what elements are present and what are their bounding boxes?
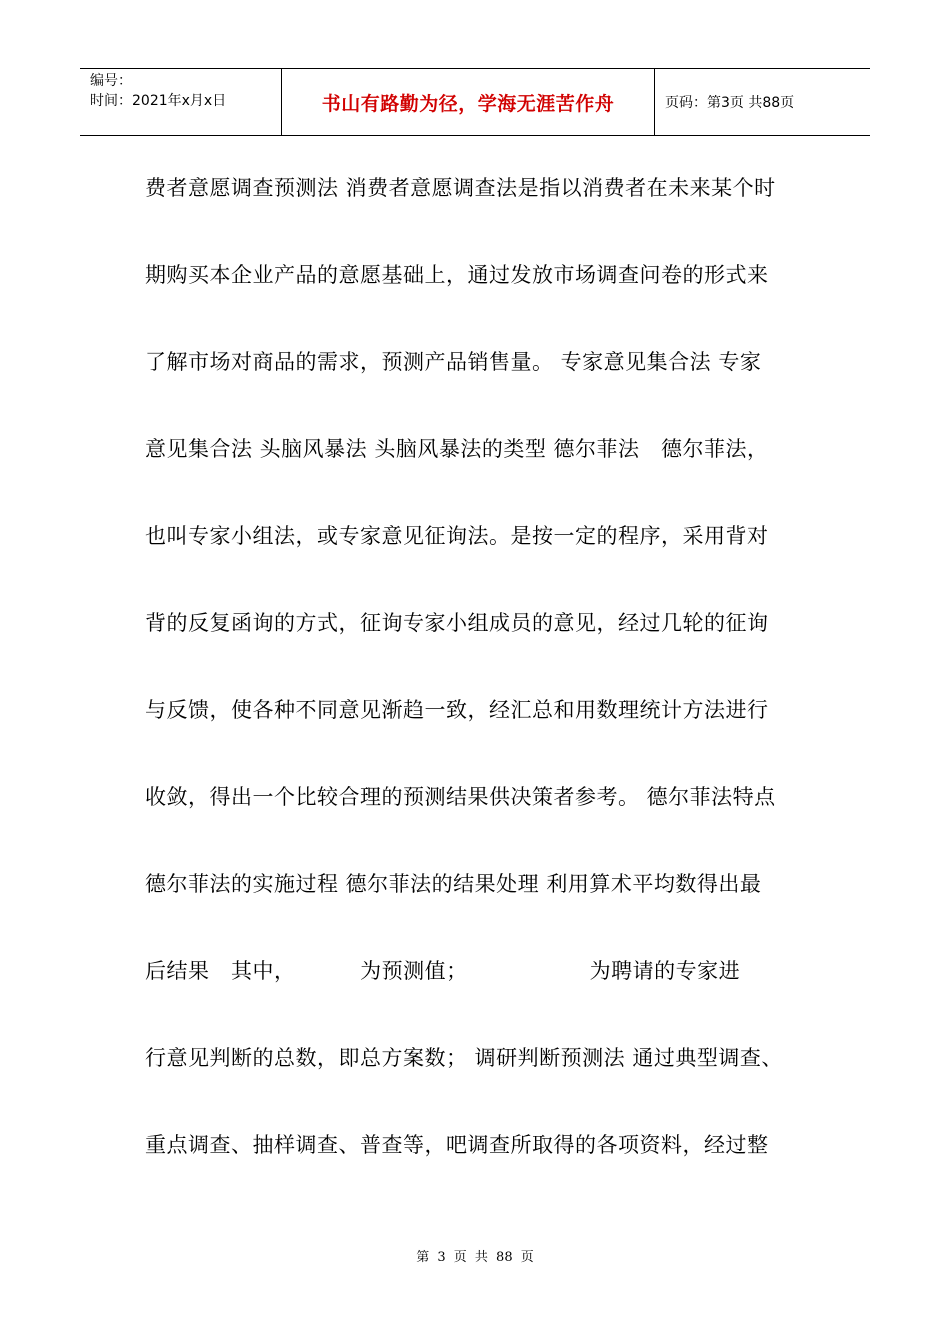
- body-line: 背的反复函询的方式，征询专家小组成员的意见，经过几轮的征询: [145, 611, 769, 635]
- body-line: 后结果 其中， 为预测值； 为聘请的专家进: [145, 959, 741, 983]
- document-number-label: 编号：: [90, 73, 132, 89]
- document-header: [80, 68, 870, 136]
- document-body: [145, 168, 845, 1212]
- body-line: 与反馈，使各种不同意见渐趋一致，经汇总和用数理统计方法进行: [145, 698, 769, 722]
- header-motto: 书山有路勤为径，学海无涯苦作舟: [321, 92, 615, 115]
- header-meta-cell: [80, 69, 282, 135]
- body-line: 意见集合法 头脑风暴法 头脑风暴法的类型 德尔菲法 德尔菲法，: [145, 437, 769, 461]
- body-line: 重点调查、抽样调查、普查等，吧调查所取得的各项资料，经过整: [145, 1133, 769, 1157]
- body-line: 行意见判断的总数，即总方案数； 调研判断预测法 通过典型调查、: [145, 1046, 783, 1070]
- body-line: 也叫专家小组法，或专家意见征询法。是按一定的程序，采用背对: [145, 524, 769, 548]
- header-motto-cell: [282, 69, 655, 135]
- body-line: 德尔菲法的实施过程 德尔菲法的结果处理 利用算术平均数得出最: [145, 872, 762, 896]
- document-date-label: 时间：2021年x月x日: [90, 93, 227, 109]
- body-line: 费者意愿调查预测法 消费者意愿调查法是指以消费者在未来某个时: [145, 176, 776, 200]
- page-footer: 第 3 页 共 88 页: [416, 1250, 534, 1265]
- body-line: 收敛，得出一个比较合理的预测结果供决策者参考。 德尔菲法特点: [145, 785, 776, 809]
- header-page-info: 页码：第3页 共88页: [665, 95, 795, 111]
- header-page-cell: [655, 69, 870, 135]
- body-line: 了解市场对商品的需求，预测产品销售量。 专家意见集合法 专家: [145, 350, 762, 374]
- body-line: 期购买本企业产品的意愿基础上，通过发放市场调查问卷的形式来: [145, 263, 769, 287]
